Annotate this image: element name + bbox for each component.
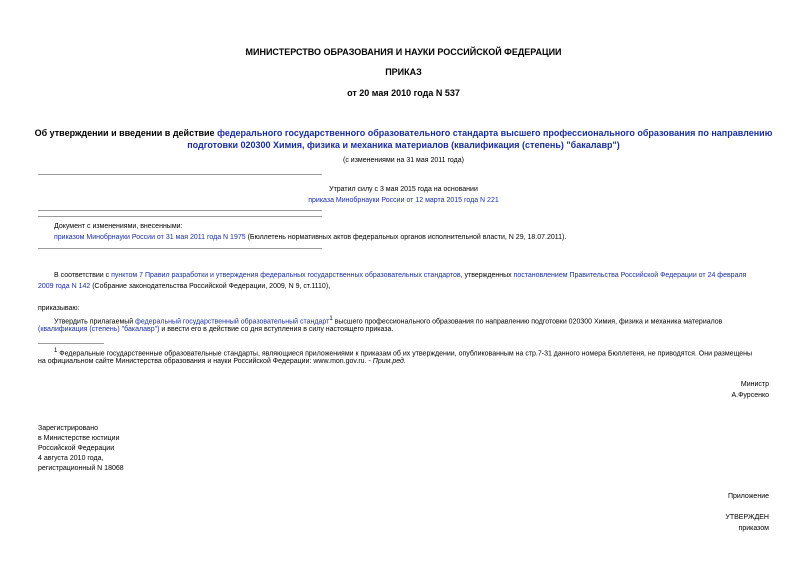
footnote-number: 1: [54, 348, 58, 354]
changes-order-link[interactable]: приказом Минобрнауки России от 31 мая 2011 года N 1975: [54, 234, 246, 241]
signature-title: Министр: [740, 381, 769, 388]
signature-name: А.Фурсенко: [731, 392, 769, 399]
title-standard-link-cont[interactable]: подготовки 020300 Химия, физика и механика материалов (квалификация (степень) "бакалавр"): [187, 140, 620, 150]
title-prefix: Об утверждении и введении в действие: [34, 128, 218, 138]
para1-text-c: (Собрание законодательства Российской Федерации, 2009, N 9, ст.1110),: [90, 283, 331, 290]
changes-label: Документ с изменениями, внесенными:: [54, 223, 183, 230]
footnote-text: Федеральные государственные образовательные стандарты, являющиеся приложениями к приказам об их утверждении, опубликованным на стр.7-31 данного номера Бюллетеня, не приводятся. Они размещены: [59, 350, 753, 358]
registration-line: Зарегистрировано: [38, 425, 98, 432]
doc-date-number: от 20 мая 2010 года N 537: [347, 88, 460, 98]
registration-line: 4 августа 2010 года,: [38, 455, 104, 462]
divider: [38, 210, 322, 211]
standard-link[interactable]: федеральный государственный образовательный стандарт: [135, 318, 330, 326]
title-standard-link[interactable]: федерального государственного образовательного стандарта высшего профессионального образования по направлению: [217, 128, 773, 138]
para1-text-b: , утвержденных: [460, 272, 514, 279]
resolution-link-cont[interactable]: 2009 года N 142: [38, 283, 91, 290]
para1-text-a: В соответствии с: [54, 272, 112, 279]
document-title: [0, 127, 807, 151]
void-notice: Утратил силу с 3 мая 2015 года на основании: [329, 186, 478, 193]
divider: [38, 174, 322, 175]
doc-type: ПРИКАЗ: [385, 67, 422, 77]
resolution-link[interactable]: постановлением Правительства Российской Федерации от 24 февраля: [513, 272, 747, 279]
by-order-label: приказом: [738, 525, 769, 532]
approved-label: УТВЕРЖДЕН: [725, 514, 769, 521]
divider: [38, 248, 322, 249]
divider: [38, 216, 322, 217]
rules-link[interactable]: пунктом 7 Правил разработки и утверждения федеральных государственных образовательных стандартов: [111, 272, 461, 279]
para2-text-c: и ввести его в действие со дня вступления в силу настоящего приказа.: [159, 326, 394, 333]
changes-line: [54, 233, 566, 243]
para2-text-b: высшего профессионального образования по направлению подготовки 020300 Химия, физика и механика материалов: [332, 318, 723, 326]
amendment-note: (с изменениями на 31 мая 2011 года): [343, 157, 464, 164]
footnote-marker: 1: [329, 316, 333, 322]
editor-note: Прим.ред.: [372, 358, 406, 365]
order-word: приказываю:: [38, 305, 80, 312]
changes-source: (Бюллетень нормативных актов федеральных органов исполнительной власти, N 29, 18.07.2011).: [245, 234, 567, 241]
para2-line2: [38, 325, 393, 335]
void-order-link[interactable]: приказа Минобрнауки России от 12 марта 2015 года N 221: [308, 197, 499, 204]
para1-line2: [38, 282, 330, 292]
qualification-link[interactable]: (квалификация (степень) "бакалавр"): [38, 326, 160, 333]
registration-line: Российской Федерации: [38, 445, 115, 452]
para2-text-a: Утвердить прилагаемый: [54, 318, 136, 326]
footnote-line2: [38, 357, 406, 367]
footnote-divider: [38, 343, 104, 344]
para1-line1: [54, 271, 746, 281]
appendix-label: Приложение: [727, 493, 769, 500]
registration-line: в Министерстве юстиции: [38, 435, 120, 442]
registration-block: [38, 424, 124, 474]
registration-line: регистрационный N 18068: [38, 465, 124, 472]
footnote-text-2: на официальном сайте Министерства образования и науки Российской Федерации: www.mon.gov.ru. -: [38, 358, 373, 365]
ministry-heading: МИНИСТЕРСТВО ОБРАЗОВАНИЯ И НАУКИ РОССИЙСКОЙ ФЕДЕРАЦИИ: [245, 47, 562, 57]
